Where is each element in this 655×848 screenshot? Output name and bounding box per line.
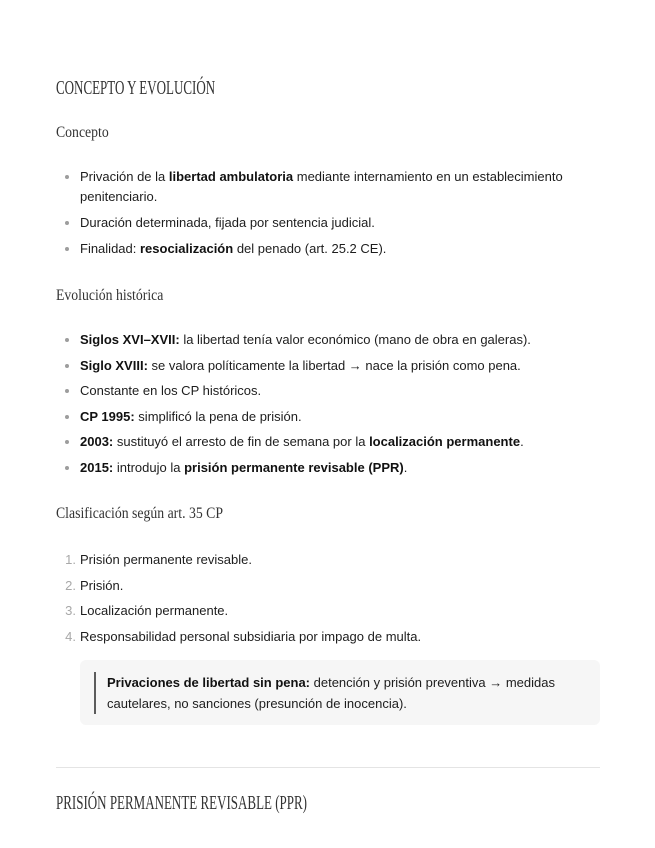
list-item <box>80 381 600 401</box>
ordered-item <box>65 576 600 596</box>
item-emphasis: CP 1995: <box>80 408 135 424</box>
concepto-list <box>56 167 600 259</box>
ordered-item <box>65 550 600 570</box>
item-text: Prisión permanente revisable. <box>80 551 252 567</box>
list-item <box>80 432 600 452</box>
callout-quote <box>94 672 588 714</box>
subheading-clasificacion: Clasificación según art. 35 CP <box>56 504 224 522</box>
item-number: 4. <box>65 628 76 644</box>
item-emphasis: resocialización <box>139 241 234 256</box>
item-text: mediante internamiento en un establecimiento penitenciario. <box>80 169 563 204</box>
list-item <box>80 356 600 376</box>
item-text: se valora políticamente la libertad → nace la prisión como pena. <box>147 357 521 373</box>
callout-label: Privaciones de libertad sin pena: <box>107 674 311 690</box>
item-number: 2. <box>65 577 76 593</box>
callout-note <box>80 660 600 725</box>
item-text: introdujo la <box>113 459 185 475</box>
item-text: . <box>403 459 408 475</box>
item-text: Constante en los CP históricos. <box>80 383 262 399</box>
callout-text: detención y prisión preventiva → medidas cautelares, no sanciones (presunción de inocencia). <box>107 674 555 711</box>
item-text: . <box>520 434 524 450</box>
list-item <box>80 458 600 478</box>
bullet-icon <box>65 389 69 393</box>
bullet-icon <box>65 466 69 470</box>
item-emphasis: localización permanente <box>369 434 521 450</box>
subheading-evolucion: Evolución histórica <box>56 287 164 304</box>
list-item <box>80 330 600 350</box>
item-text: Prisión. <box>80 577 124 593</box>
item-text: Privación de la <box>80 169 169 184</box>
item-emphasis: prisión permanente revisable (PPR) <box>184 459 404 475</box>
bullet-icon <box>65 338 69 342</box>
bullet-icon <box>65 440 69 444</box>
item-text: simplificó la pena de prisión. <box>134 408 302 424</box>
item-text: sustituyó el arresto de fin de semana por la <box>113 434 370 450</box>
bullet-icon <box>65 415 69 419</box>
list-item <box>80 407 600 427</box>
section-title-ppr: PRISIÓN PERMANENTE REVISABLE (PPR) <box>56 791 308 814</box>
clasificacion-list <box>56 550 600 647</box>
item-text: la libertad tenía valor económico (mano de obra en galeras). <box>179 332 531 347</box>
list-item <box>80 213 600 233</box>
item-number: 3. <box>65 603 76 619</box>
item-text: Localización permanente. <box>80 603 229 619</box>
bullet-icon <box>65 247 69 251</box>
list-item <box>80 167 600 207</box>
section-divider <box>56 767 600 768</box>
item-emphasis: 2015: <box>80 459 114 475</box>
bullet-icon <box>65 364 69 368</box>
item-text: Finalidad: <box>80 241 140 256</box>
section-title-concepto-evolucion: CONCEPTO Y EVOLUCIÓN <box>56 77 216 99</box>
item-emphasis: libertad ambulatoria <box>168 169 294 184</box>
evolucion-list <box>56 330 600 478</box>
ordered-item <box>65 627 600 647</box>
list-item <box>80 239 600 259</box>
item-number: 1. <box>65 551 76 567</box>
bullet-icon <box>65 221 69 225</box>
item-emphasis: Siglo XVIII: <box>80 357 148 373</box>
item-emphasis: Siglos XVI–XVII: <box>80 332 180 347</box>
bullet-icon <box>65 175 69 179</box>
item-text: Duración determinada, fijada por sentencia judicial. <box>80 215 375 230</box>
ordered-item <box>65 601 600 621</box>
item-text: del penado (art. 25.2 CE). <box>233 241 387 256</box>
item-text: Responsabilidad personal subsidiaria por impago de multa. <box>80 628 422 644</box>
subheading-concepto: Concepto <box>56 124 109 141</box>
item-emphasis: 2003: <box>80 434 114 450</box>
